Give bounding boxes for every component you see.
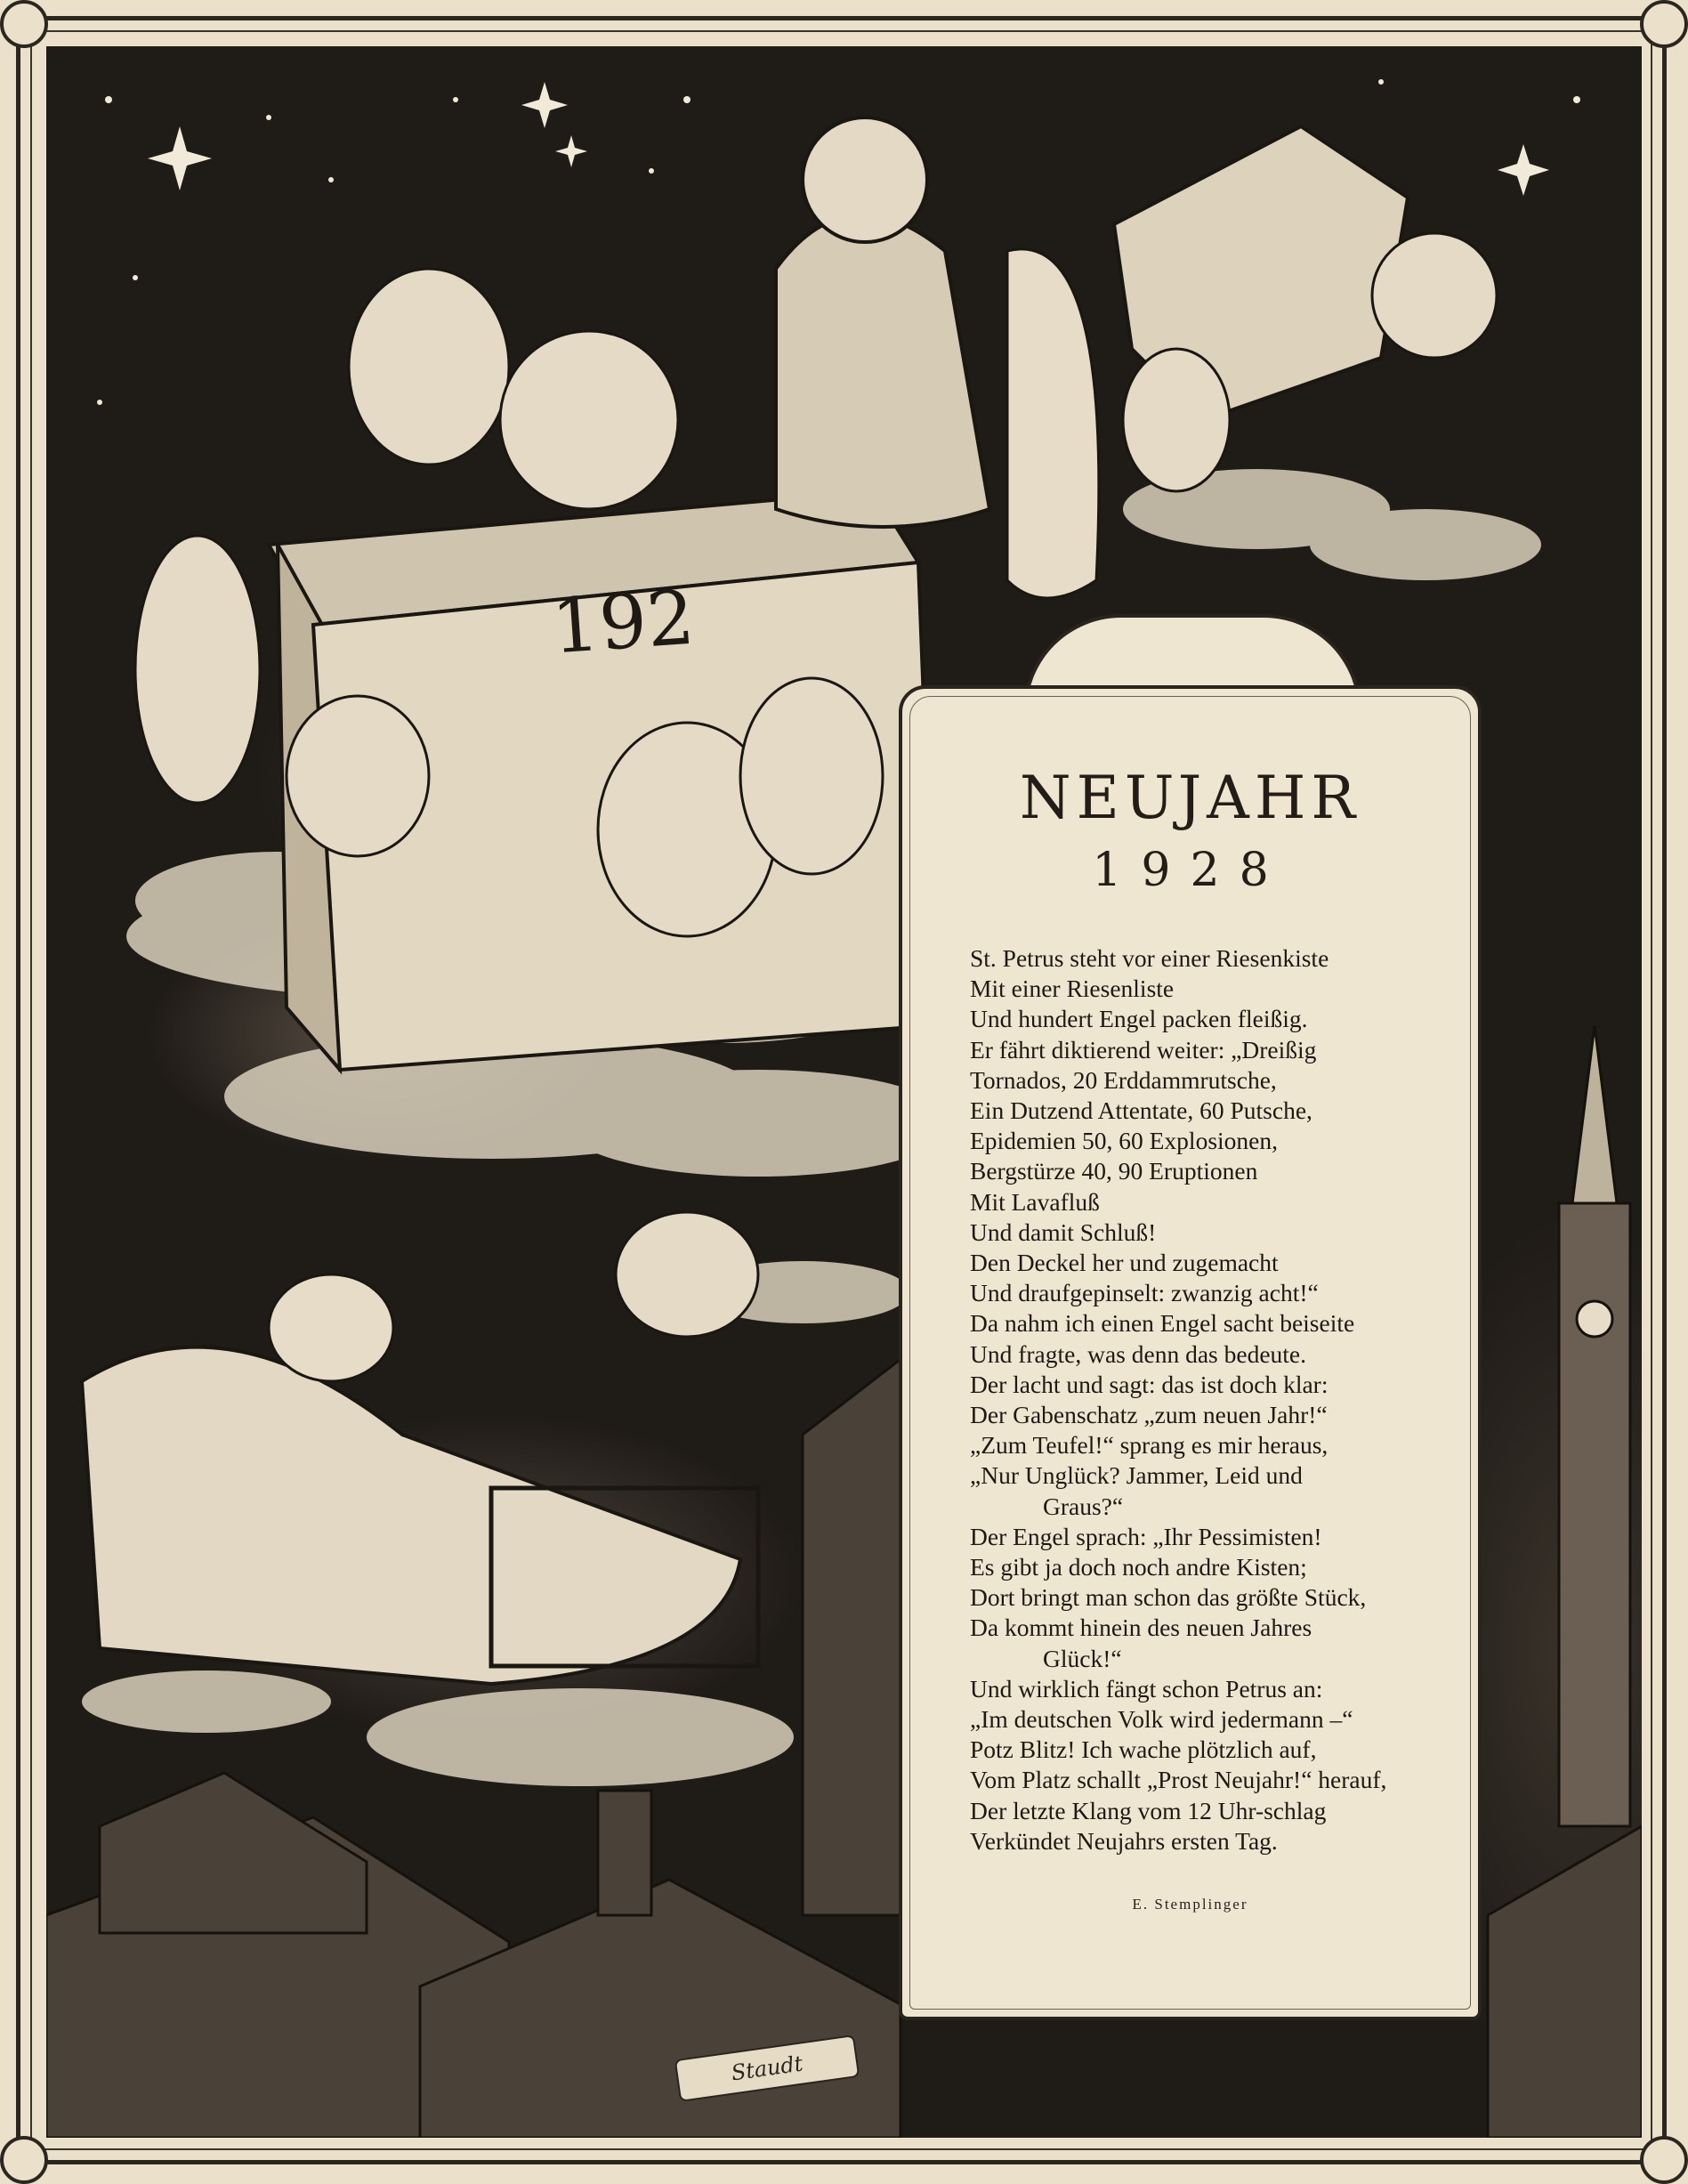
poem-line: Der lacht und sagt: das ist doch klar:: [970, 1370, 1329, 1398]
poem-line: Und hundert Engel packen fleißig.: [970, 1005, 1308, 1033]
poem-line: „Nur Unglück? Jammer, Leid und: [970, 1461, 1303, 1490]
poem-line: Und fragte, was denn das bedeute.: [970, 1339, 1306, 1368]
artist-signature: Staudt: [674, 2034, 860, 2102]
poem-line: Der Engel sprach: „Ihr Pessimisten!: [970, 1522, 1322, 1550]
poem-line: „Im deutschen Volk wird jedermann –“: [970, 1705, 1353, 1734]
poem-line: Potz Blitz! Ich wache plötzlich auf,: [970, 1735, 1317, 1764]
corner-ornament-bottom-right: [1640, 2136, 1688, 2184]
poem-line: Der Gabenschatz „zum neuen Jahr!“: [970, 1401, 1328, 1429]
inner-frame: [30, 30, 1652, 2150]
poem-line: Graus?“: [1043, 1492, 1124, 1520]
poem-line: Mit Lavafluß: [970, 1187, 1100, 1216]
poem-line: Den Deckel her und zugemacht: [970, 1249, 1279, 1277]
poem-line: Glück!“: [1043, 1644, 1122, 1672]
corner-ornament-top-left: [0, 0, 48, 48]
poem-line: Dort bringt man schon das größte Stück,: [970, 1583, 1367, 1612]
page-title: NEUJAHR: [1019, 764, 1361, 832]
box-number: 192: [548, 573, 698, 671]
poem-line: Und damit Schluß!: [970, 1217, 1157, 1246]
poem-line: „Zum Teufel!“ sprang es mir heraus,: [970, 1431, 1329, 1460]
poem-line: Er fährt diktierend weiter: „Dreißig: [970, 1035, 1317, 1064]
poem-line: Und wirklich fängt schon Petrus an:: [970, 1674, 1323, 1703]
poem-line: Der letzte Klang vom 12 Uhr-schlag: [970, 1796, 1327, 1824]
corner-ornament-bottom-left: [0, 2136, 48, 2184]
poem-line: Vom Platz schallt „Prost Neujahr!“ herauf,: [970, 1766, 1387, 1794]
poem-line: Da nahm ich einen Engel sacht beiseite: [970, 1309, 1355, 1338]
poem-line: Bergstürze 40, 90 Eruptionen: [970, 1157, 1258, 1185]
poem-line: Epidemien 50, 60 Explosionen,: [970, 1127, 1278, 1155]
corner-ornament-top-right: [1640, 0, 1688, 48]
poem-author: E. Stemplinger: [1132, 1896, 1248, 1913]
poem-line: Es gibt ja doch noch andre Kisten;: [970, 1553, 1307, 1581]
poem-line: Verkündet Neujahrs ersten Tag.: [970, 1826, 1278, 1855]
poem-line: Ein Dutzend Attentate, 60 Putsche,: [970, 1096, 1312, 1125]
poem-line: Tornados, 20 Erddammrutsche,: [970, 1065, 1277, 1094]
poem-line: Mit einer Riesenliste: [970, 975, 1175, 1003]
year-heading: 1928: [1092, 844, 1288, 897]
poem-line: St. Petrus steht vor einer Riesenkiste: [970, 944, 1329, 972]
poem-line: Und draufgepinselt: zwanzig acht!“: [970, 1279, 1319, 1307]
poem-line: Da kommt hinein des neuen Jahres: [970, 1614, 1312, 1642]
